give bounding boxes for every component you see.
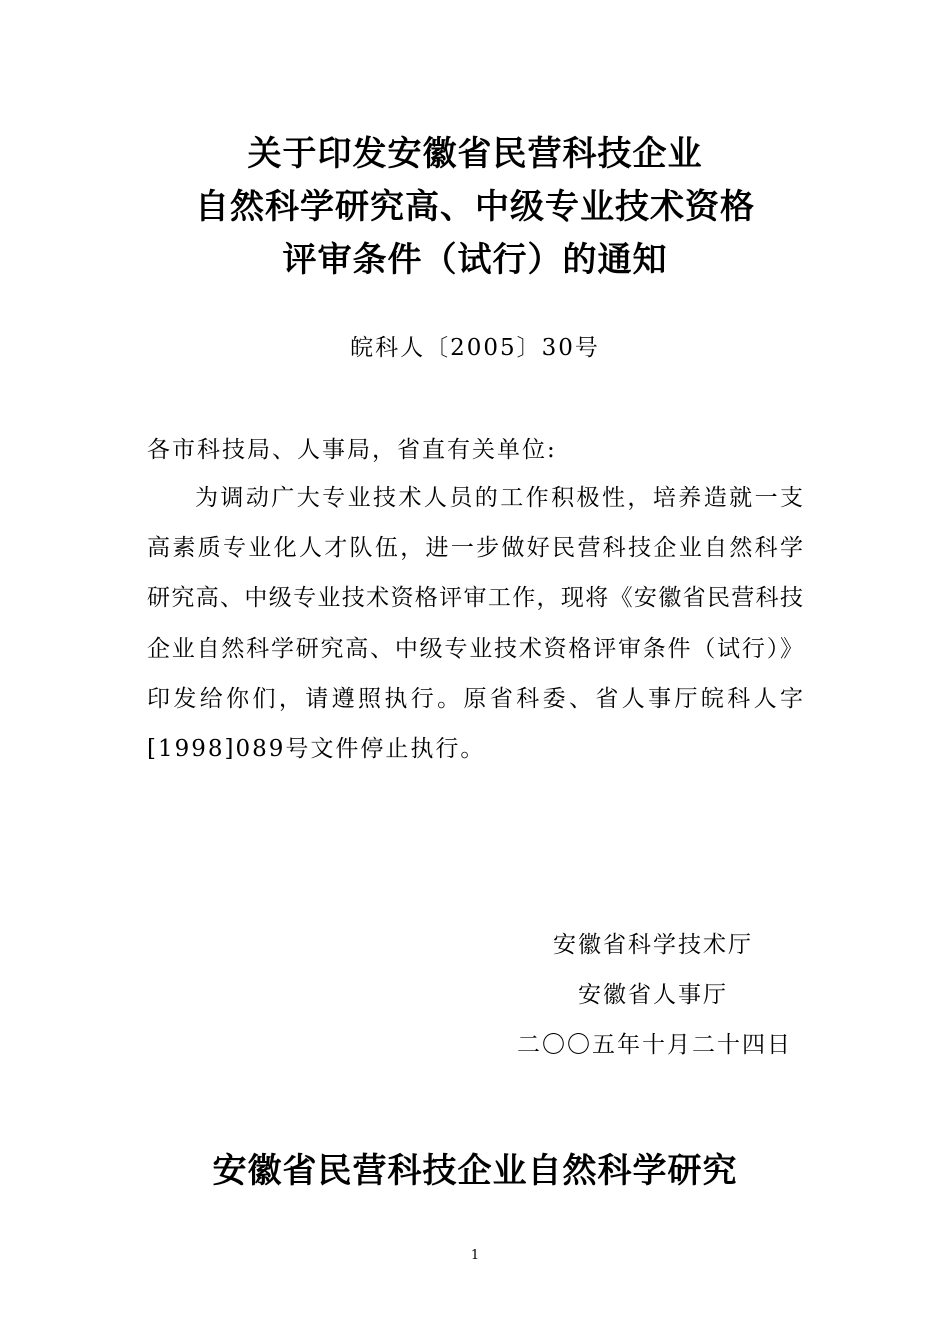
- signature-issuer-2: 安徽省人事厅: [578, 982, 728, 1008]
- addressee: 各市科技局、人事局，省直有关单位:: [147, 437, 557, 463]
- notice-title: [0, 128, 950, 287]
- body-line-2: 高素质专业化人才队伍，进一步做好民营科技企业自然科学: [147, 535, 803, 561]
- body-line-4: 企业自然科学研究高、中级专业技术资格评审条件（试行）》: [147, 636, 803, 662]
- signature-issuer-1: 安徽省科学技术厅: [553, 932, 753, 958]
- title-line-1: 关于印发安徽省民营科技企业: [247, 134, 703, 174]
- title-line-3: 评审条件（试行）的通知: [282, 240, 668, 280]
- body-line-5: 印发给你们，请遵照执行。原省科委、省人事厅皖科人字: [147, 686, 803, 712]
- body-line-1: 为调动广大专业技术人员的工作积极性，培养造就一支: [195, 485, 803, 511]
- signature-date: 二〇〇五年十月二十四日: [517, 1032, 792, 1058]
- body-line-6: [1998]089号文件停止执行。: [147, 736, 486, 762]
- body-line-3: 研究高、中级专业技术资格评审工作，现将《安徽省民营科技: [147, 585, 803, 611]
- title-line-2: 自然科学研究高、中级专业技术资格: [195, 187, 755, 227]
- document-number: 皖科人〔2005〕30号: [350, 335, 600, 361]
- page-number: 1: [470, 1248, 480, 1263]
- next-section-title: 安徽省民营科技企业自然科学研究: [212, 1151, 738, 1191]
